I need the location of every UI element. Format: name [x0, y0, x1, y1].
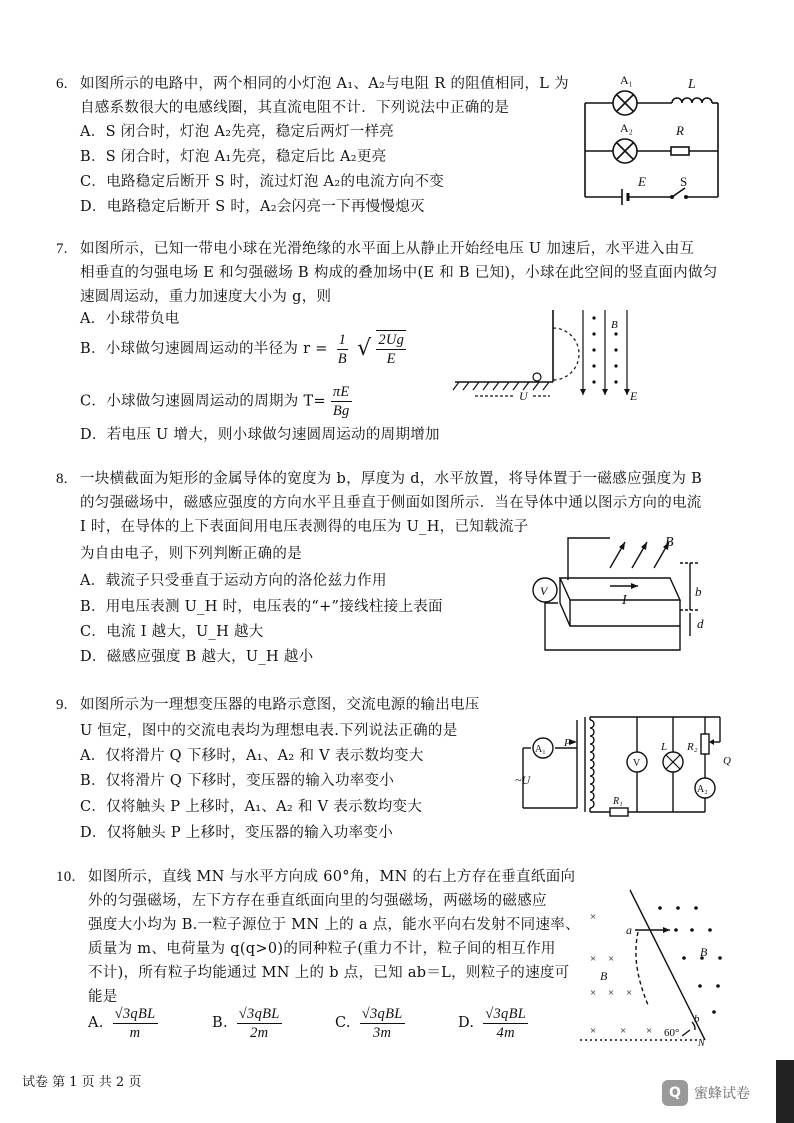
q8-stem-2: 的匀强磁场中，磁感应强度的方向水平且垂直于侧面如图所示．当在导体中通以图示方向的电流: [80, 495, 702, 511]
q7-label-e: E: [630, 389, 638, 403]
svg-text:×: ×: [608, 987, 615, 999]
q6-label-a1: A₁: [620, 73, 633, 87]
q10-choice-b-label: B.: [212, 1015, 228, 1031]
q10-label-n: N: [698, 1038, 705, 1049]
q7-option-b-sqrt-den: E: [386, 351, 396, 367]
q7-number: 7.: [56, 241, 68, 257]
q10-choice-c-label: C.: [335, 1015, 351, 1031]
q7-option-b-fraction: [337, 331, 349, 368]
q9-label-r1: R₁: [613, 796, 623, 807]
q9-label-v: V: [633, 758, 641, 769]
q10-choice-a-num: √3qBL: [114, 1005, 156, 1022]
q7-option-b-frac-num: 1: [338, 331, 347, 348]
q10-stem-1: 如图所示，直线 MN 与水平方向成 60°角，MN 的右上方存在垂直纸面向: [88, 869, 576, 885]
q6-label-s: S: [680, 174, 688, 189]
q10-choice-a: [88, 1000, 162, 1046]
q10-choice-d: [458, 1000, 532, 1046]
watermark-text: 蜜蜂试卷: [694, 1086, 750, 1102]
q10-choice-c-den: 3m: [373, 1024, 392, 1041]
svg-text:×: ×: [590, 953, 597, 965]
q8-label-v: V: [540, 584, 548, 598]
q10-label-b-lower: B: [600, 969, 608, 983]
q6-stem-2: 自感系数很大的电感线圈，其直流电阻不计．下列说法中正确的是: [80, 100, 510, 116]
q10-choice-d-num: √3qBL: [485, 1005, 527, 1022]
svg-text:×: ×: [620, 1025, 627, 1037]
q9-label-a2: A₂: [697, 784, 708, 795]
q7-option-c-frac-num: πE: [332, 384, 350, 400]
q7-label-b: B: [611, 319, 618, 331]
svg-text:×: ×: [590, 987, 597, 999]
q8-option-a: A．载流子只受垂直于运动方向的洛伦兹力作用: [80, 573, 387, 589]
page-edge-shadow: [776, 1060, 794, 1123]
q6-option-c: C．电路稳定后断开 S 时，流过灯泡 A₂的电流方向不变: [80, 174, 445, 190]
q10-choice-d-label: D.: [458, 1015, 475, 1031]
q9-label-p: P: [564, 737, 571, 749]
q10-stem-6: 能是: [88, 989, 118, 1005]
q6-option-b: B．S 闭合时，灯泡 A₁先亮，稳定后比 A₂更亮: [80, 149, 387, 165]
q6-option-a: A．S 闭合时，灯泡 A₂先亮，稳定后两灯一样亮: [80, 124, 395, 140]
q10-label-b-upper: B: [700, 945, 708, 959]
q10-choice-b-num: √3qBL: [238, 1005, 280, 1022]
q9-label-r2: R₂: [687, 741, 698, 753]
page-footer: 试卷 第 1 页 共 2 页: [22, 1075, 142, 1090]
q9-number: 9.: [56, 697, 68, 713]
q7-stem-3: 速圆周运动，重力加速度大小为 g，则: [80, 289, 332, 305]
q9-label-a1: A₁: [535, 744, 546, 755]
q9-label-u: ~U: [515, 773, 531, 787]
q9-option-c: C．仅将触头 P 上移时，A₁、A₂ 和 V 表示数均变大: [80, 799, 423, 815]
q9-label-q: Q: [723, 755, 731, 767]
q9-option-d: D．仅将触头 P 上移时，变压器的输入功率变小: [80, 825, 393, 841]
q10-label-angle: 60°: [664, 1027, 680, 1039]
q10-choice-b-fraction: [237, 1005, 282, 1042]
q7-option-a: A．小球带负电: [80, 311, 180, 327]
q8-label-width: b: [695, 584, 702, 599]
q8-option-d: D．磁感应强度 B 越大，U_H 越小: [80, 649, 314, 665]
q8-label-i: I: [622, 593, 627, 608]
q8-hall-effect-diagram: [530, 528, 730, 658]
q7-option-c-fraction: [331, 383, 352, 420]
q8-label-b-field: B: [665, 535, 674, 550]
q8-label-thickness: d: [697, 616, 704, 631]
watermark-logo-icon: Q: [662, 1080, 688, 1106]
q7-option-b: [80, 330, 410, 370]
q7-stem-2: 相垂直的匀强电场 E 和匀强磁场 B 构成的叠加场中(E 和 B 已知)，小球在此空间的竖直面内做匀: [80, 265, 718, 281]
q7-field-diagram: [455, 310, 655, 405]
q7-option-c: [80, 383, 356, 423]
q10-choice-c-fraction: [360, 1005, 405, 1042]
q9-transformer-diagram: [515, 712, 740, 822]
q7-option-b-text: B．小球做匀速圆周运动的半径为 r =: [80, 341, 328, 357]
q7-option-c-frac-den: Bg: [332, 403, 350, 419]
watermark: [662, 1080, 750, 1106]
q10-stem-4: 质量为 m、电荷量为 q(q>0)的同种粒子(重力不计，粒子间的相互作用: [88, 941, 556, 957]
q10-number: 10.: [56, 869, 76, 885]
q7-option-b-frac-den: B: [337, 350, 347, 367]
q7-option-b-sqrt-num: 2Ug: [378, 332, 405, 348]
q10-stem-2: 外的匀强磁场，左下方存在垂直纸面向里的匀强磁场，两磁场的磁感应: [88, 893, 547, 909]
q7-option-c-text: C．小球做匀速圆周运动的周期为 T=: [80, 393, 326, 410]
q10-choice-b: [212, 1000, 286, 1046]
q10-choice-c-num: √3qBL: [361, 1005, 403, 1022]
q10-label-point-b: b: [694, 1013, 700, 1025]
q10-choice-a-label: A.: [88, 1015, 104, 1031]
q8-stem-4: 为自由电子，则下列判断正确的是: [80, 546, 302, 562]
sqrt-icon: √: [357, 336, 372, 361]
svg-text:×: ×: [646, 1025, 653, 1037]
q7-option-b-sqrt-fraction: [376, 330, 406, 368]
q6-label-a2: A₂: [620, 121, 633, 135]
q6-label-r: R: [676, 123, 684, 138]
q6-label-l: L: [688, 77, 696, 92]
q10-choice-d-den: 4m: [496, 1024, 515, 1041]
q9-option-b: B．仅将滑片 Q 下移时，变压器的输入功率变小: [80, 773, 395, 789]
q8-option-c: C．电流 I 越大，U_H 越大: [80, 624, 264, 640]
q6-label-e: E: [638, 174, 646, 189]
svg-text:×: ×: [626, 987, 633, 999]
q9-stem-1: 如图所示为一理想变压器的电路示意图，交流电源的输出电压: [80, 697, 480, 713]
q10-choice-c: [335, 1000, 409, 1046]
q8-number: 8.: [56, 471, 68, 487]
q6-stem-1: 如图所示的电路中，两个相同的小灯泡 A₁、A₂与电阻 R 的阻值相同，L 为: [80, 76, 569, 92]
q10-stem-3: 强度大小均为 B.一粒子源位于 MN 上的 a 点，能水平向右发射不同速率、: [88, 917, 580, 933]
q8-option-b: B．用电压表测 U_H 时，电压表的“+”接线柱接上表面: [80, 599, 443, 615]
q10-stem-5: 不计)，所有粒子均能通过 MN 上的 b 点，已知 ab＝L，则粒子的速度可: [88, 965, 570, 981]
q6-option-d: D．电路稳定后断开 S 时，A₂会闪亮一下再慢慢熄灭: [80, 199, 425, 215]
q10-choice-a-den: m: [129, 1024, 141, 1041]
q8-stem-1: 一块横截面为矩形的金属导体的宽度为 b，厚度为 d，水平放置，将导体置于一磁感应强度为 B: [80, 471, 703, 487]
q6-circuit-diagram: [580, 70, 725, 210]
q9-stem-2: U 恒定，图中的交流电表均为理想电表.下列说法正确的是: [80, 723, 458, 739]
q7-stem-1: 如图所示，已知一带电小球在光滑绝缘的水平面上从静止开始经电压 U 加速后，水平进入由互: [80, 241, 695, 257]
q9-option-a: A．仅将滑片 Q 下移时，A₁、A₂ 和 V 表示数均变大: [80, 748, 424, 764]
q8-stem-3: I 时，在导体的上下表面间用电压表测得的电压为 U_H，已知载流子: [80, 519, 529, 535]
q10-choice-b-den: 2m: [250, 1024, 269, 1041]
svg-text:×: ×: [590, 911, 597, 923]
q7-label-u: U: [519, 389, 528, 403]
q10-label-a: a: [626, 923, 632, 937]
svg-text:×: ×: [608, 953, 615, 965]
q9-label-l: L: [661, 741, 668, 753]
svg-text:×: ×: [590, 1025, 597, 1037]
q6-number: 6.: [56, 76, 68, 92]
q10-magnetic-field-diagram: [580, 890, 730, 1049]
q7-option-d: D．若电压 U 增大，则小球做匀速圆周运动的周期增加: [80, 427, 440, 443]
q10-choice-a-fraction: [113, 1005, 158, 1042]
q10-choice-d-fraction: [483, 1005, 528, 1042]
